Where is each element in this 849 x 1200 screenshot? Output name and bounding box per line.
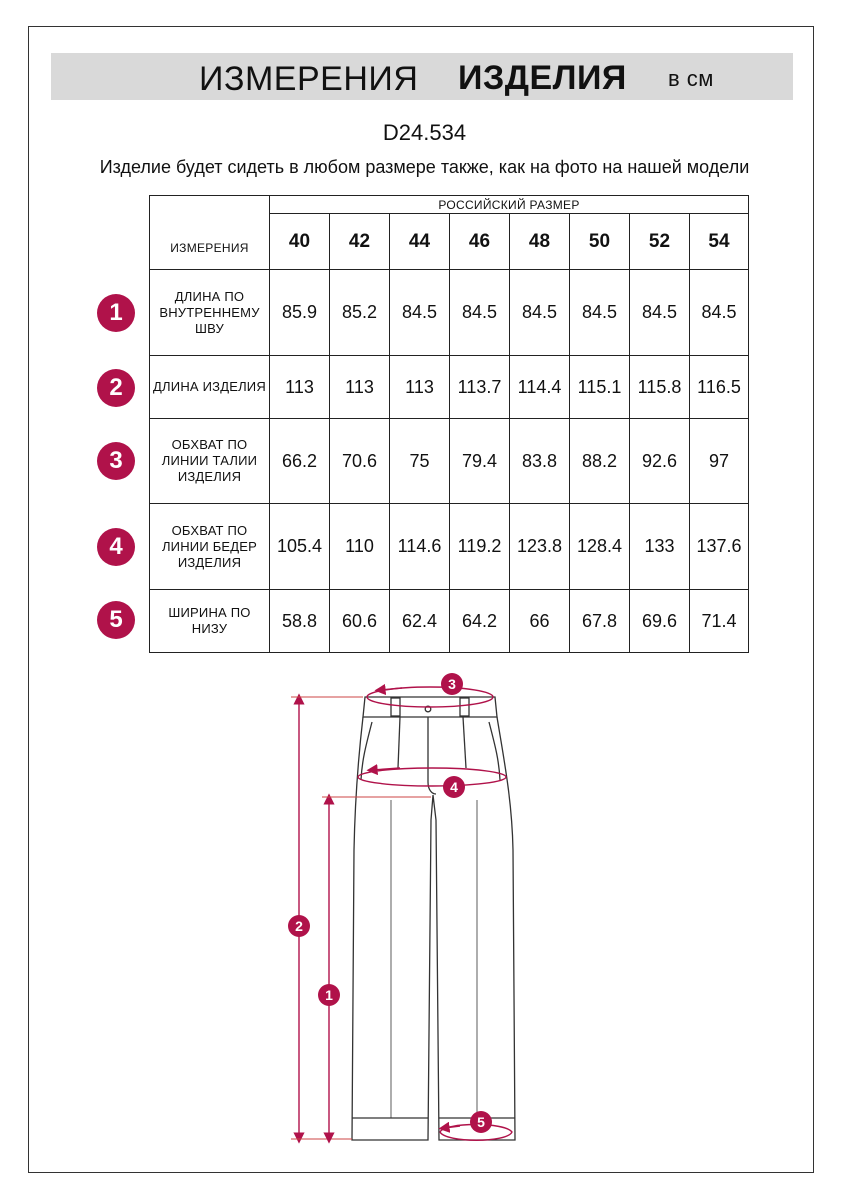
table-cell: 113 <box>390 356 450 419</box>
table-cell: 137.6 <box>690 504 749 590</box>
table-cell: 113 <box>270 356 330 419</box>
svg-text:4: 4 <box>450 779 458 795</box>
row-number-badge: 1 <box>97 294 135 332</box>
table-cell: 69.6 <box>630 590 690 653</box>
table-cell: 58.8 <box>270 590 330 653</box>
table-cell: 119.2 <box>450 504 510 590</box>
product-code: D24.534 <box>382 120 467 145</box>
size-header: 48 <box>510 214 570 270</box>
svg-text:5: 5 <box>477 1114 485 1130</box>
row-label: ОБХВАТ ПО ЛИНИИ ТАЛИИ ИЗДЕЛИЯ <box>150 419 270 504</box>
size-header: 52 <box>630 214 690 270</box>
table-cell: 70.6 <box>330 419 390 504</box>
marker-inseam <box>318 984 340 1006</box>
size-header: 46 <box>450 214 510 270</box>
row-number-badge: 3 <box>97 442 135 480</box>
table-cell: 84.5 <box>390 270 450 356</box>
row-number-badge: 5 <box>97 601 135 639</box>
size-header: 50 <box>570 214 630 270</box>
table-cell: 115.1 <box>570 356 630 419</box>
row-number-badge: 2 <box>97 369 135 407</box>
table-cell: 84.5 <box>630 270 690 356</box>
row-label: ДЛИНА ИЗДЕЛИЯ <box>150 356 270 419</box>
row-label: ШИРИНА ПО НИЗУ <box>150 590 270 653</box>
title-regular: ИЗМЕРЕНИЯ <box>199 60 419 98</box>
marker-hem <box>470 1111 492 1133</box>
size-header: 42 <box>330 214 390 270</box>
table-cell: 110 <box>330 504 390 590</box>
table-cell: 133 <box>630 504 690 590</box>
table-cell: 75 <box>390 419 450 504</box>
table-cell: 79.4 <box>450 419 510 504</box>
fit-note: Изделие будет сидеть в любом размере также, как на фото на нашей модели <box>99 157 750 177</box>
table-cell: 84.5 <box>690 270 749 356</box>
table-cell: 114.6 <box>390 504 450 590</box>
table-cell: 83.8 <box>510 419 570 504</box>
table-cell: 105.4 <box>270 504 330 590</box>
table-cell: 71.4 <box>690 590 749 653</box>
size-header: 54 <box>690 214 749 270</box>
table-cell: 114.4 <box>510 356 570 419</box>
row-label: ДЛИНА ПО ВНУТРЕННЕМУ ШВУ <box>150 270 270 356</box>
russian-size-header: РОССИЙСКИЙ РАЗМЕР <box>270 196 749 214</box>
svg-text:2: 2 <box>295 918 303 934</box>
table-cell: 115.8 <box>630 356 690 419</box>
table-cell: 64.2 <box>450 590 510 653</box>
title-bold: ИЗДЕЛИЯ <box>458 59 627 97</box>
title-unit: в см <box>668 66 714 91</box>
trousers-outline <box>352 697 515 1140</box>
svg-text:3: 3 <box>448 676 456 692</box>
table-cell: 116.5 <box>690 356 749 419</box>
table-cell: 85.2 <box>330 270 390 356</box>
table-cell: 84.5 <box>570 270 630 356</box>
table-cell: 123.8 <box>510 504 570 590</box>
marker-waist <box>441 673 463 695</box>
table-cell: 84.5 <box>510 270 570 356</box>
table-cell: 62.4 <box>390 590 450 653</box>
size-header: 44 <box>390 214 450 270</box>
diagram-number-markers <box>288 673 492 1133</box>
table-cell: 60.6 <box>330 590 390 653</box>
table-cell: 67.8 <box>570 590 630 653</box>
row-number-badge: 4 <box>97 528 135 566</box>
row-label: ОБХВАТ ПО ЛИНИИ БЕДЕР ИЗДЕЛИЯ <box>150 504 270 590</box>
measurements-header: ИЗМЕРЕНИЯ <box>150 196 270 270</box>
table-cell: 85.9 <box>270 270 330 356</box>
table-cell: 113.7 <box>450 356 510 419</box>
table-cell: 88.2 <box>570 419 630 504</box>
table-cell: 128.4 <box>570 504 630 590</box>
table-cell: 66 <box>510 590 570 653</box>
svg-text:1: 1 <box>325 987 333 1003</box>
table-cell: 84.5 <box>450 270 510 356</box>
table-cell: 97 <box>690 419 749 504</box>
marker-length <box>288 915 310 937</box>
size-header: 40 <box>270 214 330 270</box>
table-cell: 66.2 <box>270 419 330 504</box>
measure-guides <box>291 687 512 1140</box>
marker-hip <box>443 776 465 798</box>
table-cell: 113 <box>330 356 390 419</box>
table-cell: 92.6 <box>630 419 690 504</box>
